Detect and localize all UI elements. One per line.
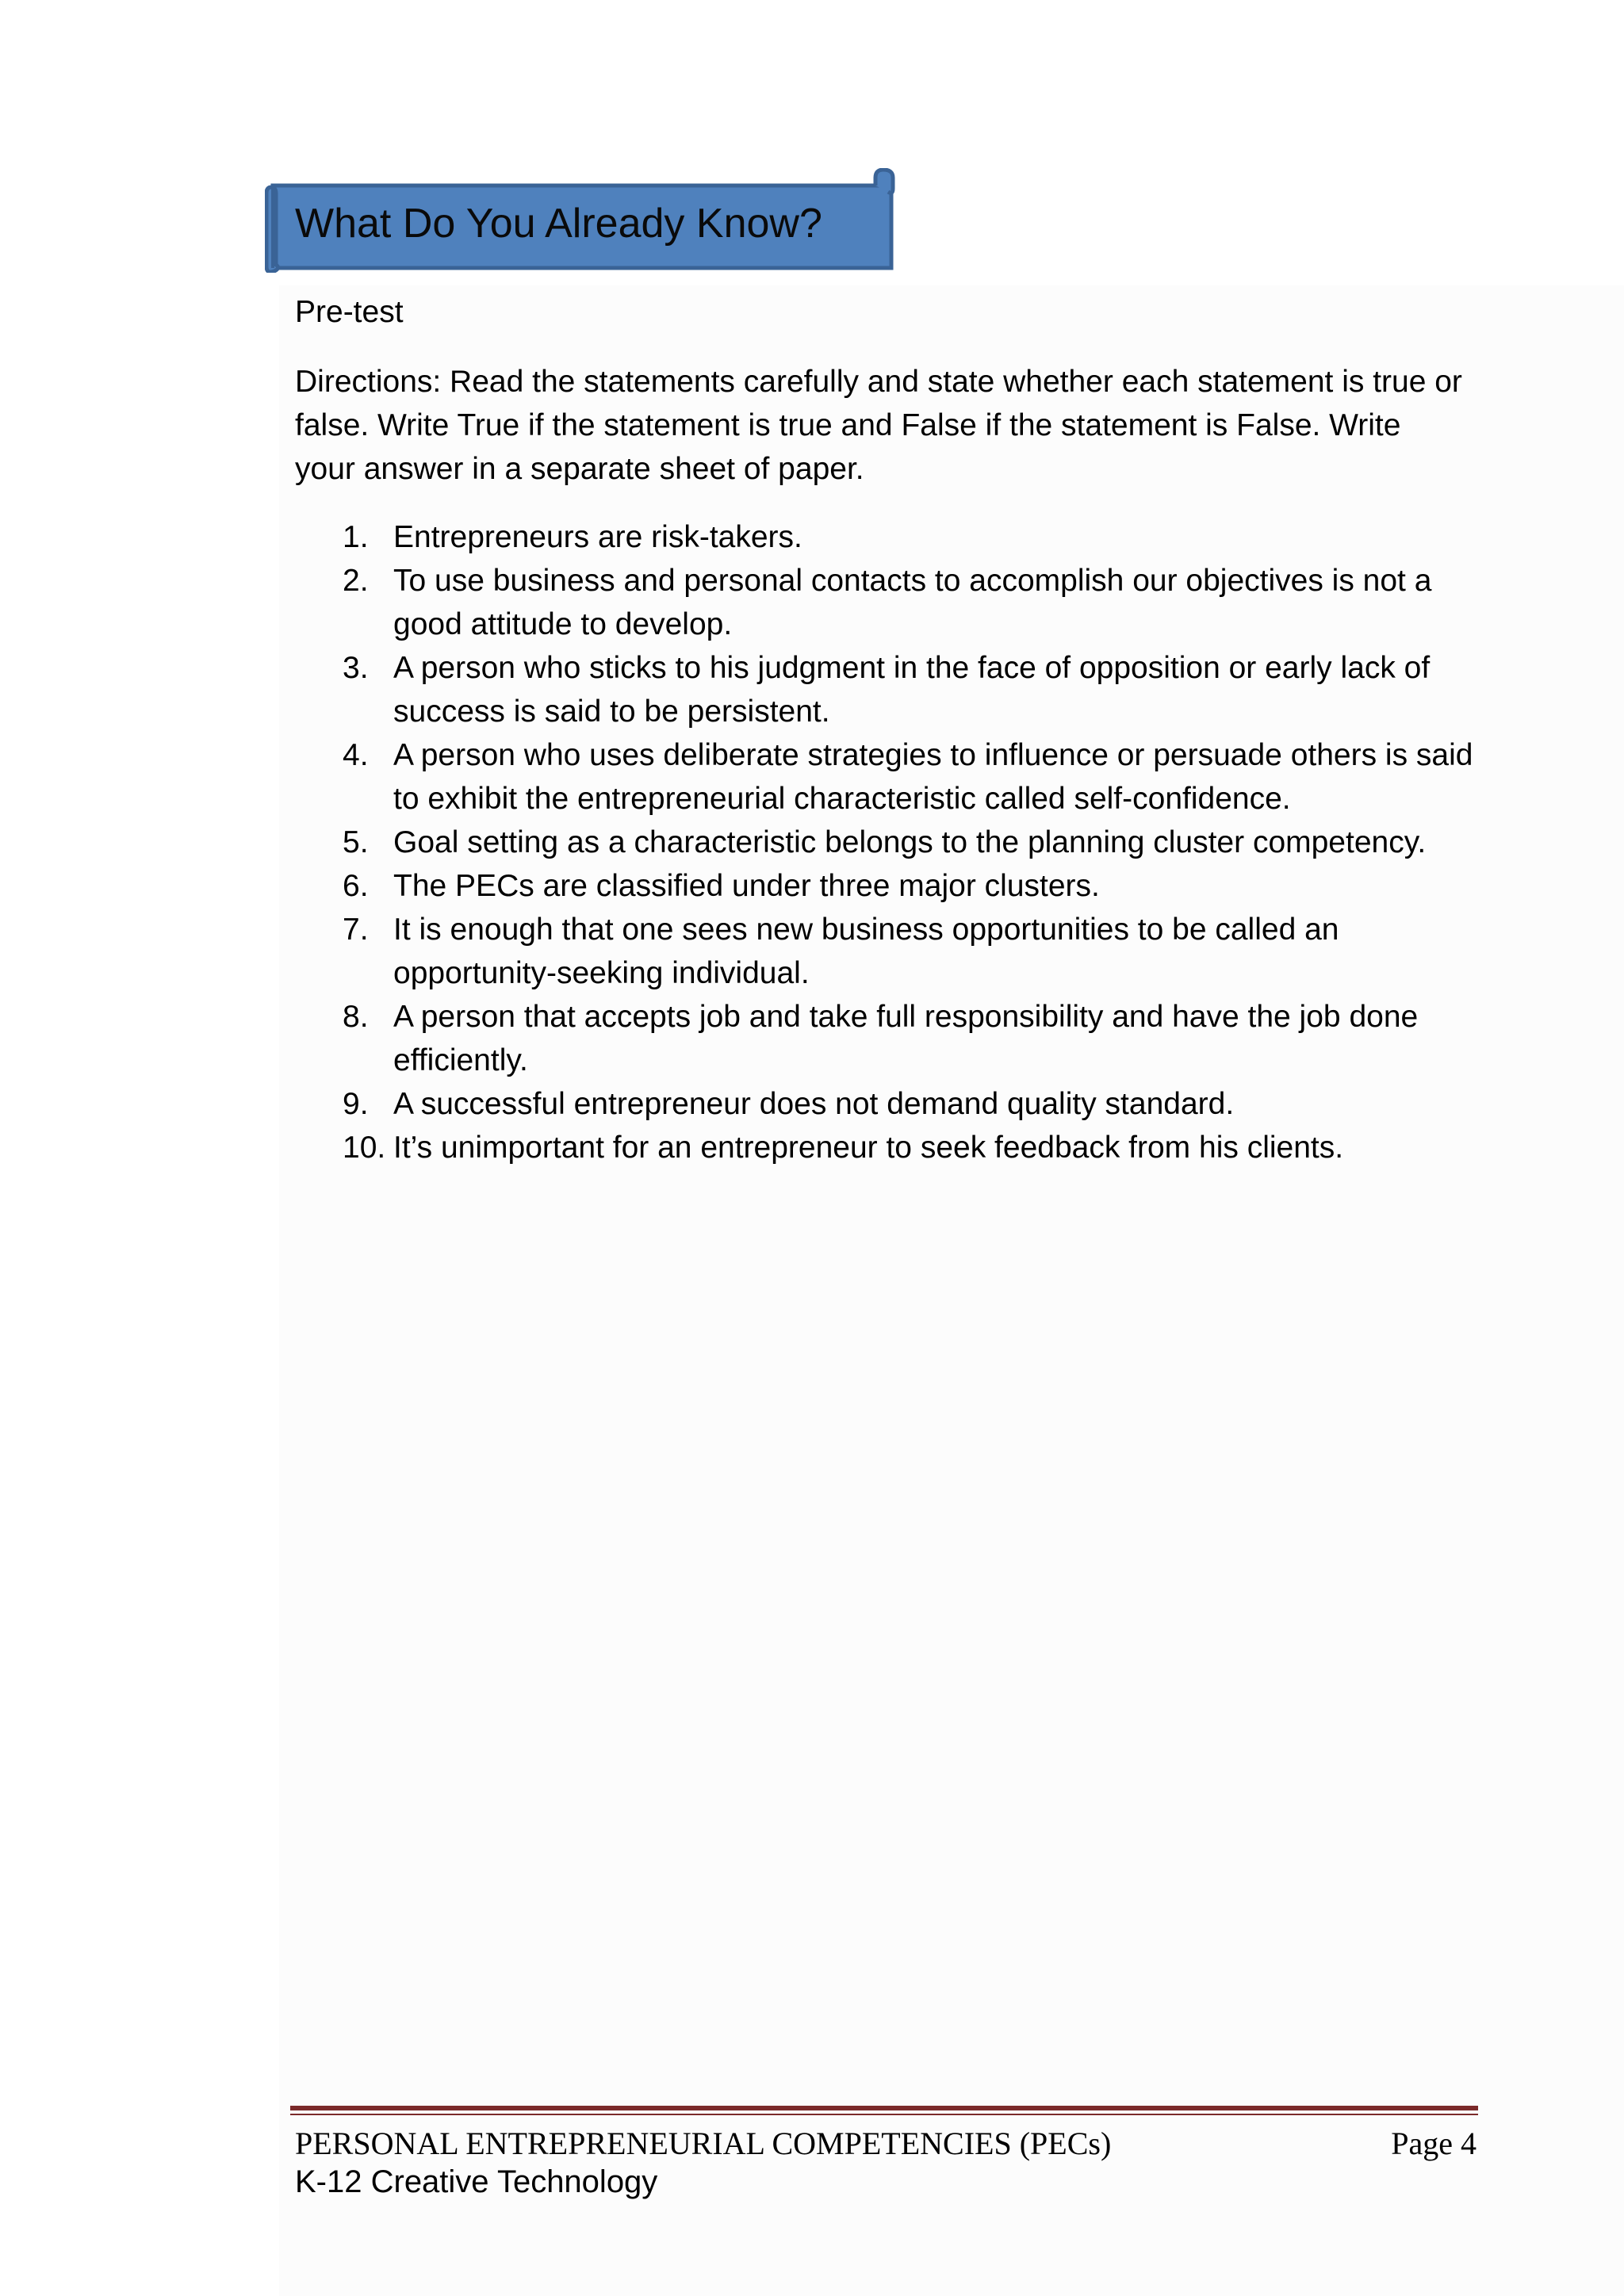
question-number: 6. bbox=[343, 869, 369, 903]
question-text: A person that accepts job and take full responsibility and have the job done efficiently. bbox=[393, 1000, 1419, 1077]
question-number: 3. bbox=[343, 651, 369, 685]
question-text: It is enough that one sees new business opportunities to be called an opportunity-seeking individual. bbox=[393, 913, 1339, 990]
question-list bbox=[295, 515, 1484, 1169]
question-item bbox=[295, 1126, 1484, 1169]
question-number: 10. bbox=[343, 1131, 386, 1165]
question-number: 7. bbox=[343, 913, 369, 947]
question-text: A person who uses deliberate strategies to influence or persuade others is said to exhibit the entrepreneurial characteristic called self-confidence. bbox=[393, 738, 1473, 816]
question-text: Goal setting as a characteristic belongs to the planning cluster competency. bbox=[393, 825, 1427, 859]
question-text: A successful entrepreneur does not demand quality standard. bbox=[393, 1087, 1235, 1121]
question-number: 5. bbox=[343, 825, 369, 859]
footer-rule bbox=[290, 2106, 1478, 2110]
question-text: The PECs are classified under three major clusters. bbox=[393, 869, 1100, 903]
question-item bbox=[295, 515, 1484, 559]
question-text: Entrepreneurs are risk-takers. bbox=[393, 520, 802, 554]
question-item bbox=[295, 733, 1484, 821]
question-item bbox=[295, 646, 1484, 733]
question-item bbox=[295, 1082, 1484, 1126]
page-number: Page 4 bbox=[1391, 2126, 1477, 2161]
question-number: 1. bbox=[343, 520, 369, 554]
question-number: 8. bbox=[343, 1000, 369, 1034]
question-number: 2. bbox=[343, 564, 369, 598]
footer-subtitle: K-12 Creative Technology bbox=[295, 2164, 658, 2199]
main-content bbox=[295, 290, 1484, 1169]
question-text: To use business and personal contacts to accomplish our objectives is not a good attitude to develop. bbox=[393, 564, 1432, 641]
question-item bbox=[295, 864, 1484, 908]
question-number: 9. bbox=[343, 1087, 369, 1121]
footer-title: PERSONAL ENTREPRENEURIAL COMPETENCIES (PECs) bbox=[295, 2126, 1112, 2161]
question-item bbox=[295, 995, 1484, 1082]
section-subtitle: Pre-test bbox=[295, 295, 404, 329]
question-text: It’s unimportant for an entrepreneur to seek feedback from his clients. bbox=[393, 1131, 1344, 1165]
question-item bbox=[295, 908, 1484, 995]
section-banner bbox=[265, 168, 899, 273]
question-number: 4. bbox=[343, 738, 369, 772]
question-text: A person who sticks to his judgment in the face of opposition or early lack of success is said to be persistent. bbox=[393, 651, 1431, 729]
footer-rule-thin bbox=[290, 2114, 1478, 2115]
question-item bbox=[295, 559, 1484, 646]
directions-text: Directions: Read the statements carefully and state whether each statement is true or false. Write True if the statement is true and False if the statement is False. Write your answer in a separate sheet of paper. bbox=[295, 365, 1462, 486]
banner-title: What Do You Already Know? bbox=[295, 201, 822, 247]
question-item bbox=[295, 821, 1484, 864]
